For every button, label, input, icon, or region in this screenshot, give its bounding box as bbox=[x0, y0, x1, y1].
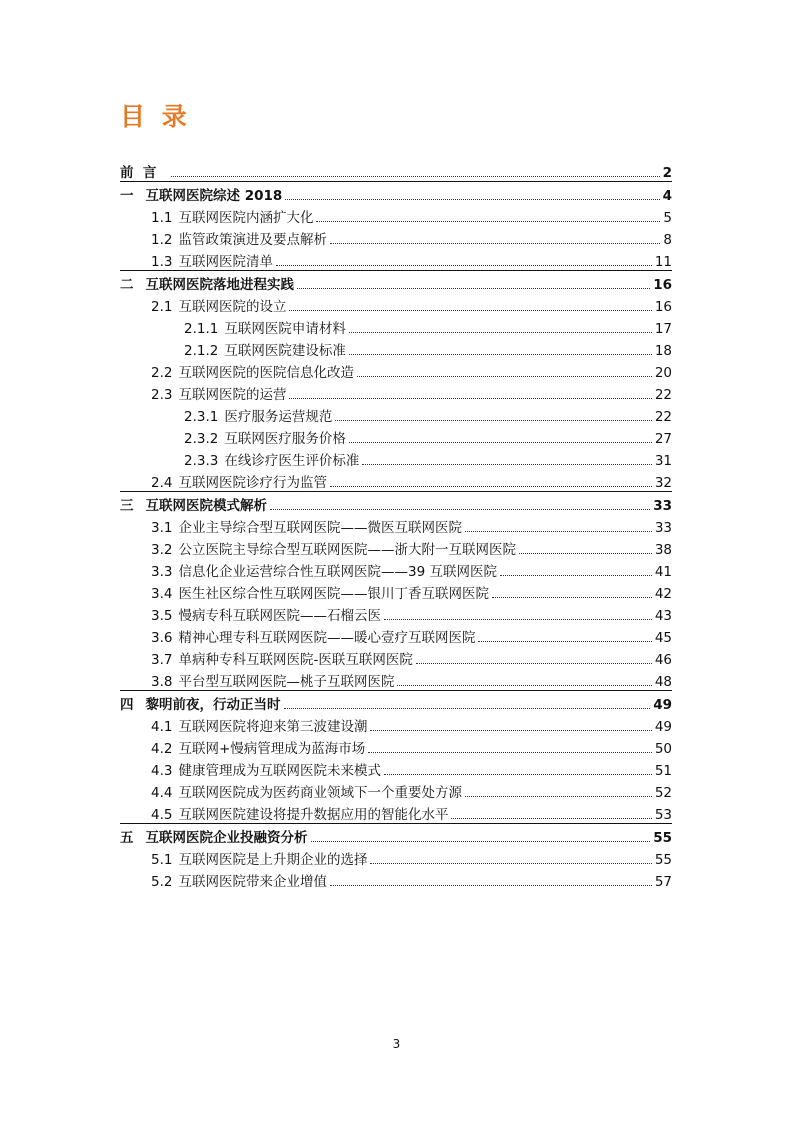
dot-leader bbox=[289, 310, 651, 311]
toc-entry-label: 互联网医院的医院信息化改造 bbox=[178, 365, 354, 381]
toc-entry-page-number: 55 bbox=[654, 852, 672, 868]
toc-entry[interactable] bbox=[120, 558, 672, 580]
toc-entry-label: 互联网医院模式解析 bbox=[145, 498, 267, 514]
toc-entry[interactable] bbox=[120, 757, 672, 779]
toc-entry-page-number: 42 bbox=[654, 586, 672, 602]
dot-leader bbox=[297, 288, 650, 289]
toc-entry-page-number: 49 bbox=[654, 719, 672, 735]
toc-entry-label: 互联网医院建设将提升数据应用的智能化水平 bbox=[178, 807, 449, 823]
toc-entry-label: 监管政策演进及要点解析 bbox=[178, 232, 327, 248]
dot-leader bbox=[289, 398, 651, 399]
toc-entry[interactable] bbox=[120, 868, 672, 890]
toc-entry[interactable] bbox=[120, 293, 672, 315]
toc-entry-label: 互联网医院建设标准 bbox=[224, 343, 346, 359]
dot-leader bbox=[171, 176, 659, 177]
toc-entry-page-number: 49 bbox=[653, 697, 672, 713]
toc-entry[interactable] bbox=[120, 248, 672, 270]
toc-entry-label: 互联网医院综述 2018 bbox=[145, 188, 283, 204]
toc-entry-number: 一 bbox=[120, 188, 134, 204]
toc-entry-label: 在线诊疗医生评价标准 bbox=[224, 453, 360, 469]
dot-leader bbox=[276, 265, 652, 266]
toc-entry-label: 互联网医院的设立 bbox=[178, 299, 287, 315]
toc-entry-page-number: 16 bbox=[654, 299, 672, 315]
toc-entry-page-number: 48 bbox=[654, 674, 672, 690]
dot-leader bbox=[478, 641, 651, 642]
toc-entry-label: 互联网医院企业投融资分析 bbox=[145, 830, 308, 846]
toc-chapter-entry[interactable] bbox=[120, 491, 672, 514]
toc-entry-number: 3.4 bbox=[151, 586, 173, 602]
toc-entry-number: 5.2 bbox=[151, 874, 173, 890]
toc-entry-page-number: 41 bbox=[654, 564, 672, 580]
toc-entry[interactable] bbox=[120, 403, 672, 425]
dot-leader bbox=[330, 486, 652, 487]
toc-entry[interactable] bbox=[120, 602, 672, 624]
toc-entry-number: 4.4 bbox=[151, 785, 173, 801]
dot-leader bbox=[368, 752, 652, 753]
toc-entry[interactable] bbox=[120, 315, 672, 337]
toc-entry-number: 3.5 bbox=[151, 608, 173, 624]
toc-entry-label: 互联网医院落地进程实践 bbox=[145, 277, 294, 293]
toc-entry-page-number: 46 bbox=[654, 652, 672, 668]
toc-entry-label: 平台型互联网医院—桃子互联网医院 bbox=[178, 674, 395, 690]
toc-entry-number: 1.3 bbox=[151, 254, 173, 270]
toc-entry-page-number: 38 bbox=[654, 542, 672, 558]
toc-entry-label: 互联网医院内涵扩大化 bbox=[178, 210, 314, 226]
toc-entry-page-number: 5 bbox=[663, 210, 672, 226]
toc-entry-page-number: 51 bbox=[654, 763, 672, 779]
toc-entry-page-number: 33 bbox=[653, 498, 672, 514]
toc-entry[interactable] bbox=[120, 536, 672, 558]
toc-entry[interactable] bbox=[120, 514, 672, 536]
toc-entry[interactable] bbox=[120, 447, 672, 469]
toc-entry-page-number: 22 bbox=[654, 387, 672, 403]
toc-entry-page-number: 22 bbox=[654, 409, 672, 425]
dot-leader bbox=[284, 708, 651, 709]
toc-entry-page-number: 8 bbox=[663, 232, 672, 248]
toc-entry-page-number: 20 bbox=[654, 365, 672, 381]
toc-chapter-entry[interactable] bbox=[120, 181, 672, 204]
toc-entry-page-number: 27 bbox=[654, 431, 672, 447]
toc-entry-number: 2.3.1 bbox=[184, 409, 219, 425]
dot-leader bbox=[349, 442, 652, 443]
toc-entry-page-number: 53 bbox=[654, 807, 672, 823]
toc-entry-page-number: 11 bbox=[654, 254, 672, 270]
dot-leader bbox=[316, 221, 660, 222]
dot-leader bbox=[362, 464, 651, 465]
toc-entry-label: 互联网医院的运营 bbox=[178, 387, 287, 403]
toc-entry-number: 3.2 bbox=[151, 542, 173, 558]
toc-entry-number: 2.3.2 bbox=[184, 431, 219, 447]
dot-leader bbox=[384, 774, 652, 775]
page-number: 3 bbox=[392, 1037, 401, 1051]
toc-entry-page-number: 18 bbox=[654, 343, 672, 359]
toc-entry[interactable] bbox=[120, 846, 672, 868]
toc-entry[interactable] bbox=[120, 580, 672, 602]
toc-entry-label: 单病种专科互联网医院-医联互联网医院 bbox=[178, 652, 413, 668]
toc-entry[interactable] bbox=[120, 801, 672, 823]
toc-entry-label: 黎明前夜，行动正当时 bbox=[145, 697, 281, 713]
toc-entry-label: 互联网医院诊疗行为监管 bbox=[178, 475, 327, 491]
toc-entry-number: 五 bbox=[120, 830, 134, 846]
dot-leader bbox=[465, 796, 652, 797]
toc-entry-label: 企业主导综合型互联网医院——微医互联网医院 bbox=[178, 520, 462, 536]
dot-leader bbox=[384, 619, 652, 620]
toc-entry-page-number: 17 bbox=[654, 321, 672, 337]
toc-entry-number: 三 bbox=[120, 498, 134, 514]
toc-chapter-entry[interactable] bbox=[120, 823, 672, 846]
toc-entry-number: 2.1.1 bbox=[184, 321, 219, 337]
dot-leader bbox=[285, 199, 659, 200]
dot-leader bbox=[370, 863, 651, 864]
toc-entry[interactable] bbox=[120, 779, 672, 801]
toc-entry-page-number: 50 bbox=[654, 741, 672, 757]
toc-entry-page-number: 32 bbox=[654, 475, 672, 491]
toc-entry-label: 互联网医院将迎来第三波建设潮 bbox=[178, 719, 368, 735]
toc-entry-label: 精神心理专科互联网医院——暖心壹疗互联网医院 bbox=[178, 630, 476, 646]
toc-entry-page-number: 16 bbox=[653, 277, 672, 293]
toc-entry-label: 互联网医院成为医药商业领域下一个重要处方源 bbox=[178, 785, 462, 801]
dot-leader bbox=[397, 685, 651, 686]
toc-chapter-entry[interactable] bbox=[120, 159, 672, 181]
toc-entry-page-number: 45 bbox=[654, 630, 672, 646]
toc-entry[interactable] bbox=[120, 713, 672, 735]
toc-chapter-entry[interactable] bbox=[120, 270, 672, 293]
dot-leader bbox=[311, 841, 651, 842]
toc-entry[interactable] bbox=[120, 735, 672, 757]
toc-entry-number: 4.2 bbox=[151, 741, 173, 757]
dot-leader bbox=[492, 597, 652, 598]
toc-entry[interactable] bbox=[120, 469, 672, 491]
dot-leader bbox=[451, 818, 651, 819]
dot-leader bbox=[335, 420, 651, 421]
table-of-contents bbox=[120, 159, 672, 890]
toc-entry-label: 医生社区综合性互联网医院——银川丁香互联网医院 bbox=[178, 586, 489, 602]
toc-entry[interactable] bbox=[120, 668, 672, 690]
toc-entry-label: 健康管理成为互联网医院未来模式 bbox=[178, 763, 381, 779]
toc-entry-label: 互联网医院清单 bbox=[178, 254, 273, 270]
toc-entry-number: 2.1.2 bbox=[184, 343, 219, 359]
toc-entry-number: 5.1 bbox=[151, 852, 173, 868]
toc-entry[interactable] bbox=[120, 425, 672, 447]
toc-title: 目 录 bbox=[120, 102, 191, 131]
toc-entry-page-number: 55 bbox=[653, 830, 672, 846]
toc-chapter-entry[interactable] bbox=[120, 690, 672, 713]
toc-entry-number: 4.5 bbox=[151, 807, 173, 823]
dot-leader bbox=[465, 531, 652, 532]
toc-entry-number: 2.3 bbox=[151, 387, 173, 403]
dot-leader bbox=[416, 663, 652, 664]
toc-entry-page-number: 57 bbox=[654, 874, 672, 890]
dot-leader bbox=[349, 354, 652, 355]
toc-entry-number: 4.1 bbox=[151, 719, 173, 735]
toc-entry-label: 医疗服务运营规范 bbox=[224, 409, 333, 425]
toc-entry-number: 3.7 bbox=[151, 652, 173, 668]
dot-leader bbox=[349, 332, 652, 333]
toc-entry-label: 公立医院主导综合型互联网医院——浙大附一互联网医院 bbox=[178, 542, 516, 558]
toc-entry-number: 3.6 bbox=[151, 630, 173, 646]
toc-entry-page-number: 52 bbox=[654, 785, 672, 801]
toc-entry-label: 互联网+慢病管理成为蓝海市场 bbox=[178, 741, 366, 757]
toc-entry-label: 信息化企业运营综合性互联网医院——39 互联网医院 bbox=[178, 564, 497, 580]
toc-entry-label: 互联网医院是上升期企业的选择 bbox=[178, 852, 368, 868]
toc-entry-page-number: 33 bbox=[654, 520, 672, 536]
dot-leader bbox=[500, 575, 652, 576]
toc-entry-number: 1.1 bbox=[151, 210, 173, 226]
toc-entry[interactable] bbox=[120, 624, 672, 646]
toc-entry-label: 互联网医疗服务价格 bbox=[224, 431, 346, 447]
dot-leader bbox=[357, 376, 652, 377]
toc-entry[interactable] bbox=[120, 204, 672, 226]
toc-entry-label: 互联网医院申请材料 bbox=[224, 321, 346, 337]
toc-entry-label: 慢病专科互联网医院——石榴云医 bbox=[178, 608, 381, 624]
toc-entry-number: 2.2 bbox=[151, 365, 173, 381]
dot-leader bbox=[330, 243, 660, 244]
toc-entry-number: 2.1 bbox=[151, 299, 173, 315]
dot-leader bbox=[330, 885, 652, 886]
dot-leader bbox=[270, 509, 650, 510]
toc-entry-number: 1.2 bbox=[151, 232, 173, 248]
toc-entry-number: 3.8 bbox=[151, 674, 173, 690]
toc-entry-number: 2.4 bbox=[151, 475, 173, 491]
toc-entry-number: 3.1 bbox=[151, 520, 173, 536]
toc-entry-page-number: 2 bbox=[662, 165, 672, 181]
toc-entry[interactable] bbox=[120, 359, 672, 381]
toc-entry-number: 前 言 bbox=[120, 165, 157, 181]
toc-entry-number: 2.3.3 bbox=[184, 453, 219, 469]
dot-leader bbox=[519, 553, 652, 554]
toc-entry-number: 二 bbox=[120, 277, 134, 293]
toc-entry-page-number: 43 bbox=[654, 608, 672, 624]
toc-entry[interactable] bbox=[120, 381, 672, 403]
toc-entry-label: 互联网医院带来企业增值 bbox=[178, 874, 327, 890]
toc-entry-page-number: 31 bbox=[654, 453, 672, 469]
toc-entry-number: 4.3 bbox=[151, 763, 173, 779]
dot-leader bbox=[370, 730, 651, 731]
toc-entry-page-number: 4 bbox=[662, 188, 672, 204]
toc-entry-number: 四 bbox=[120, 697, 134, 713]
toc-entry-number: 3.3 bbox=[151, 564, 173, 580]
toc-entry[interactable] bbox=[120, 646, 672, 668]
toc-entry[interactable] bbox=[120, 226, 672, 248]
toc-entry[interactable] bbox=[120, 337, 672, 359]
